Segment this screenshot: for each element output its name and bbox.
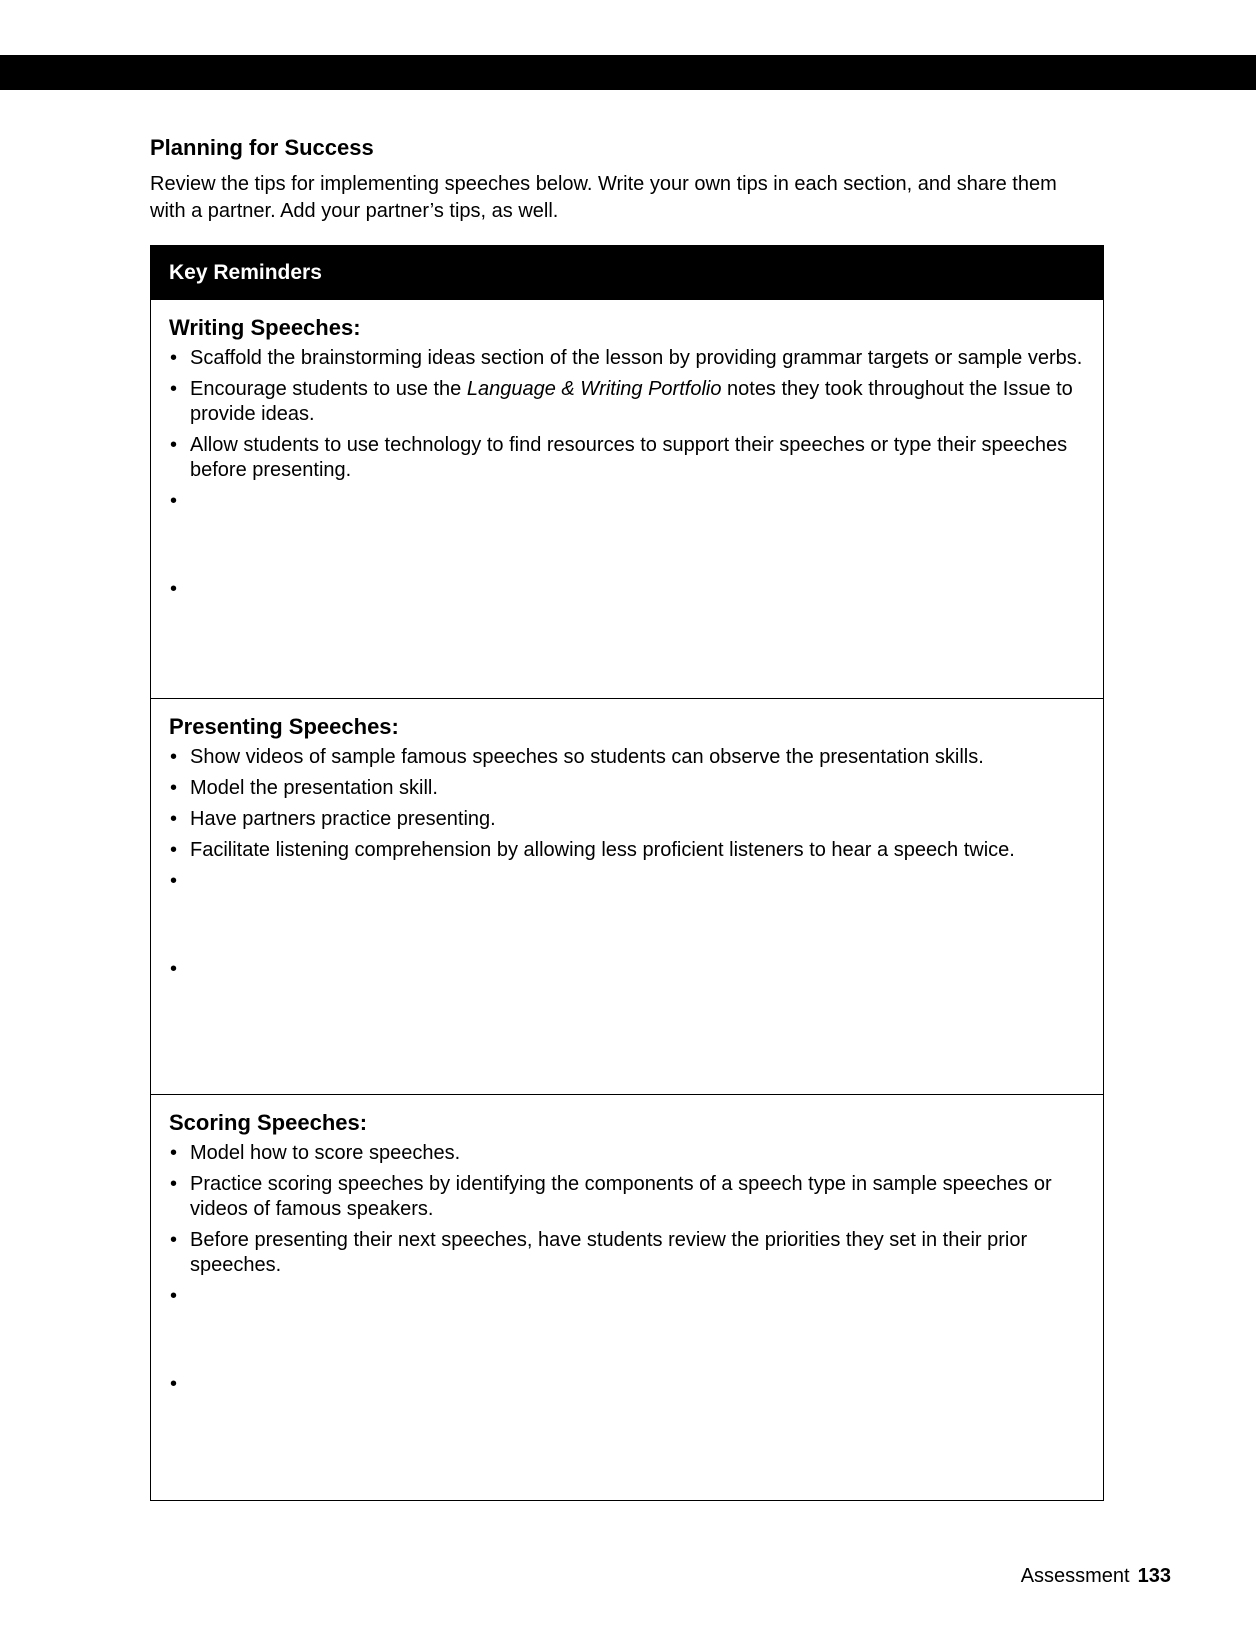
page-number: 133 (1137, 1565, 1171, 1587)
list-item: • Show videos of sample famous speeches so students can observe the presentation skills. (169, 745, 1085, 770)
list-item: • Model how to score speeches. (169, 1141, 1085, 1166)
box-header: Key Reminders (151, 246, 1103, 299)
list-item: • Practice scoring speeches by identifying the components of a speech type in sample speeches or videos of famous speakers. (169, 1172, 1085, 1222)
writing-title: Writing Speeches: (169, 315, 361, 340)
footer-label: Assessment (1020, 1565, 1130, 1587)
list-item: • Have partners practice presenting. (169, 807, 1085, 832)
scoring-title: Scoring Speeches: (169, 1110, 368, 1135)
writing-section (151, 299, 1103, 698)
presenting-tips (169, 745, 1085, 982)
presenting-title: Presenting Speeches: (169, 714, 399, 739)
key-reminders-box (150, 245, 1104, 1501)
list-item: • Before presenting their next speeches, have students review the priorities they set in their prior speeches. (169, 1228, 1085, 1278)
blank-tip-line (169, 957, 1085, 982)
page-footer (1021, 1565, 1171, 1588)
blank-tip-line (169, 577, 1085, 602)
intro-text: Review the tips for implementing speeches below. Write your own tips in each section, and share them with a partner. Add your partner’s tips, as well. (150, 173, 1057, 222)
scoring-section (151, 1094, 1103, 1500)
blank-tip-line (169, 1372, 1085, 1397)
list-item: • Encourage students to use the Language & Writing Portfolio notes they took throughout the Issue to provide ideas. (169, 377, 1085, 427)
writing-tips (169, 346, 1085, 602)
scoring-tips (169, 1141, 1085, 1397)
page-content (150, 135, 1104, 1501)
list-item: • Scaffold the brainstorming ideas section of the lesson by providing grammar targets or sample verbs. (169, 346, 1085, 371)
presenting-section (151, 698, 1103, 1094)
list-item: • Model the presentation skill. (169, 776, 1085, 801)
blank-tip-line (169, 1284, 1085, 1309)
blank-tip-line (169, 869, 1085, 894)
blank-tip-line (169, 489, 1085, 514)
list-item: • Facilitate listening comprehension by allowing less proficient listeners to hear a speech twice. (169, 838, 1085, 863)
page-title: Planning for Success (150, 135, 374, 160)
header-bar (0, 55, 1256, 90)
list-item: • Allow students to use technology to find resources to support their speeches or type their speeches before presenting. (169, 433, 1085, 483)
